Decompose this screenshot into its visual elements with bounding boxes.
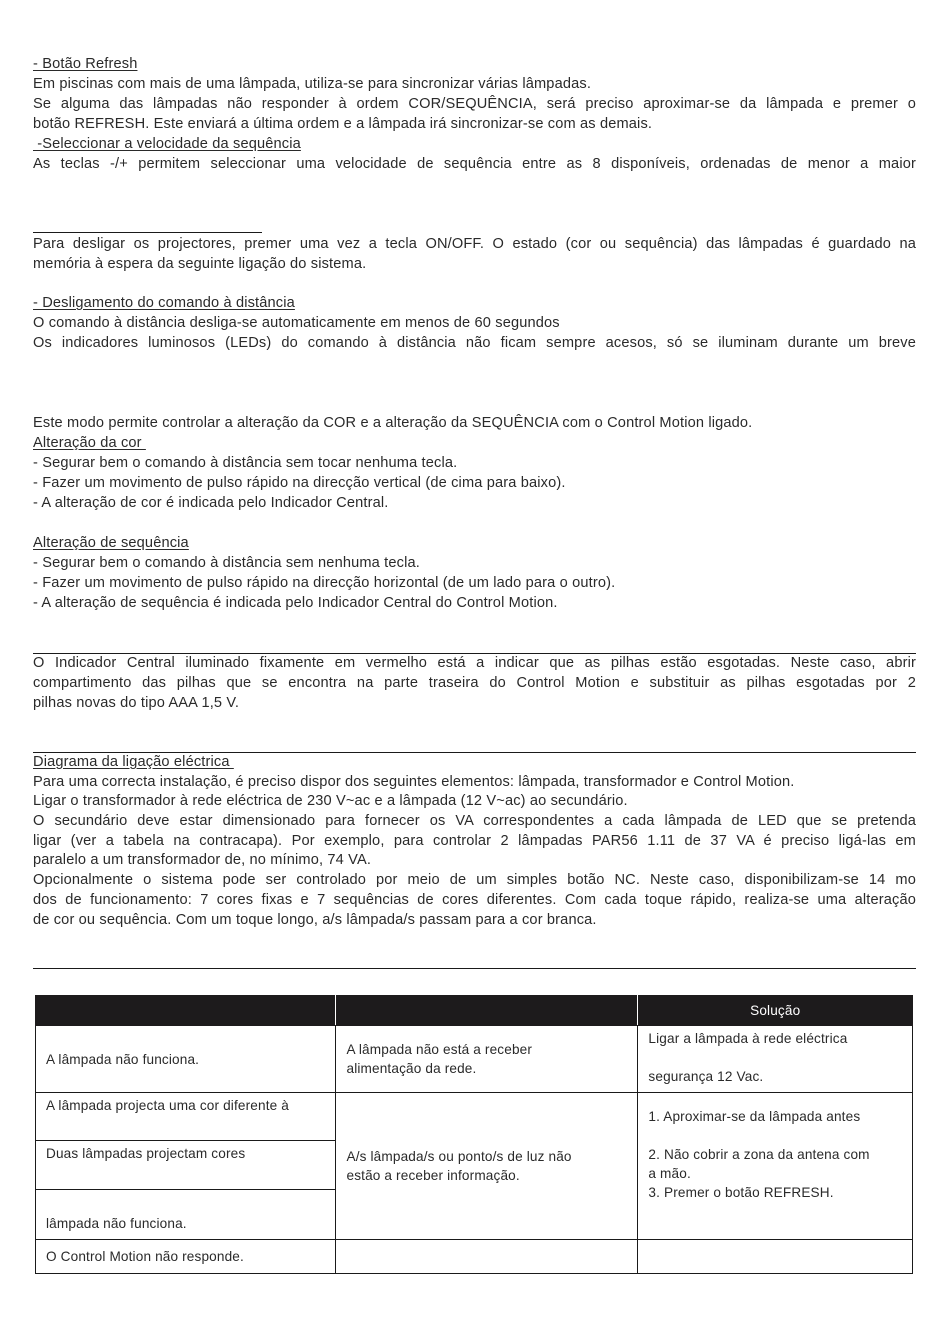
off-line: memória à espera da seguinte ligação do sistema. bbox=[33, 256, 367, 272]
wiring-heading: Diagrama da ligação eléctrica bbox=[33, 754, 234, 770]
solution-cell bbox=[638, 1240, 913, 1274]
troubleshooting-table bbox=[35, 995, 913, 1274]
off-line: Para desligar os projectores, premer uma vez a tecla ON/OFF. O estado (cor ou sequência) das lâmpadas é guardado na bbox=[33, 236, 916, 252]
refresh-line: Se alguma das lâmpadas não responder à ordem COR/SEQUÊNCIA, será preciso aproximar-se da lâmpada e premer o bbox=[33, 96, 916, 112]
solution-line: 2. Não cobrir a zona da antena com bbox=[648, 1147, 870, 1162]
battery-line: compartimento das pilhas que se encontra na parte traseira do Control Motion e substituir as pilhas esgotadas por 2 bbox=[33, 675, 916, 691]
battery-line: pilhas novas do tipo AAA 1,5 V. bbox=[33, 695, 240, 711]
wiring-line: de cor ou sequência. Com um toque longo, a/s lâmpada/s passam para a cor branca. bbox=[33, 912, 597, 928]
wiring-line: O secundário deve estar dimensionado para fornecer os VA correspondentes a cada lâmpada de LED que se pretenda bbox=[33, 813, 916, 829]
sequence-step: - Fazer um movimento de pulso rápido na direcção horizontal (de um lado para o outro). bbox=[33, 575, 616, 591]
solution-line: Ligar a lâmpada à rede eléctrica bbox=[648, 1031, 848, 1046]
table-header-row bbox=[36, 996, 913, 1026]
solution-cell bbox=[638, 1026, 913, 1093]
sequence-step: - A alteração de sequência é indicada pelo Indicador Central do Control Motion. bbox=[33, 595, 558, 611]
problem-text: Duas lâmpadas projectam cores bbox=[46, 1146, 246, 1161]
problem-text: A lâmpada projecta uma cor diferente à bbox=[46, 1098, 289, 1113]
refresh-line: botão REFRESH. Este enviará a última ordem e a lâmpada irá sincronizar-se com as demais. bbox=[33, 116, 653, 132]
remote-off-line: Os indicadores luminosos (LEDs) do comando à distância não ficam sempre acesos, só se iluminam durante um breve bbox=[33, 335, 916, 351]
color-step: - Segurar bem o comando à distância sem tocar nenhuma tecla. bbox=[33, 455, 458, 471]
solution-line: segurança 12 Vac. bbox=[648, 1069, 764, 1084]
wiring-line: paralelo a um transformador de, no mínimo, 74 VA. bbox=[33, 852, 372, 868]
solution-cell bbox=[638, 1093, 913, 1240]
remote-off-heading: - Desligamento do comando à distância bbox=[33, 295, 295, 311]
color-change-heading: Alteração da cor bbox=[33, 435, 146, 451]
wiring-line: Opcionalmente o sistema pode ser controlado por meio de um simples botão NC. Neste caso, disponibilizam-se 14 mo bbox=[33, 872, 916, 888]
solution-line: 1. Aproximar-se da lâmpada antes bbox=[648, 1109, 861, 1124]
cause-text: A/s lâmpada/s ou ponto/s de luz não estão a receber informação. bbox=[346, 1149, 572, 1183]
problem-cell: A lâmpada não funciona. bbox=[36, 1026, 336, 1093]
sequence-change-heading: Alteração de sequência bbox=[33, 535, 189, 551]
sequence-step: - Segurar bem o comando à distância sem nenhuma tecla. bbox=[33, 555, 420, 571]
solution-line: 3. Premer o botão REFRESH. bbox=[648, 1185, 834, 1200]
problem-text: lâmpada não funciona. bbox=[46, 1216, 187, 1231]
color-step: - Fazer um movimento de pulso rápido na direcção vertical (de cima para baixo). bbox=[33, 475, 566, 491]
table-row bbox=[36, 1026, 913, 1093]
cause-cell bbox=[336, 1026, 638, 1093]
color-step: - A alteração de cor é indicada pelo Indicador Central. bbox=[33, 495, 389, 511]
remote-off-line: O comando à distância desliga-se automaticamente em menos de 60 segundos bbox=[33, 315, 560, 331]
problem-cell bbox=[36, 1093, 336, 1141]
refresh-heading: - Botão Refresh bbox=[33, 56, 138, 72]
header-solution: Solução bbox=[638, 996, 913, 1026]
wiring-line: Ligar o transformador à rede eléctrica de 230 V~ac e a lâmpada (12 V~ac) ao secundário. bbox=[33, 793, 628, 809]
cause-cell bbox=[336, 1240, 638, 1274]
refresh-line: Em piscinas com mais de uma lâmpada, utiliza-se para sincronizar várias lâmpadas. bbox=[33, 76, 592, 92]
table-row bbox=[36, 1240, 913, 1274]
battery-line: O Indicador Central iluminado fixamente em vermelho está a indicar que as pilhas estão esgotadas. Neste caso, abrir bbox=[33, 655, 916, 671]
cause-text: A lâmpada não está a receber alimentação da rede. bbox=[346, 1042, 533, 1076]
wiring-line: Para uma correcta instalação, é preciso dispor dos seguintes elementos: lâmpada, transformador e Control Motion. bbox=[33, 774, 795, 790]
problem-cell: O Control Motion não responde. bbox=[36, 1240, 336, 1274]
section-rule bbox=[33, 232, 262, 233]
wiring-line: ligar (ver a tabela na contracapa). Por exemplo, para controlar 2 lâmpadas PAR56 1.11 de 37 VA é preciso ligá-las em bbox=[33, 833, 916, 849]
cause-cell bbox=[336, 1093, 638, 1240]
wiring-line: dos de funcionamento: 7 cores fixas e 7 sequências de cores diferentes. Com cada toque rápido, realiza-se uma alteração bbox=[33, 892, 916, 908]
header-problem bbox=[36, 996, 336, 1026]
header-cause bbox=[336, 996, 638, 1026]
speed-line: As teclas -/+ permitem seleccionar uma velocidade de sequência entre as 8 disponíveis, ordenadas de menor a maior bbox=[33, 156, 916, 172]
solution-line: a mão. bbox=[648, 1166, 691, 1181]
problem-cell bbox=[36, 1190, 336, 1240]
problem-cell bbox=[36, 1141, 336, 1190]
motion-intro: Este modo permite controlar a alteração da COR e a alteração da SEQUÊNCIA com o Control Motion ligado. bbox=[33, 415, 753, 431]
speed-heading: -Seleccionar a velocidade da sequência bbox=[33, 136, 301, 152]
section-rule bbox=[33, 968, 916, 969]
table-row bbox=[36, 1093, 913, 1141]
